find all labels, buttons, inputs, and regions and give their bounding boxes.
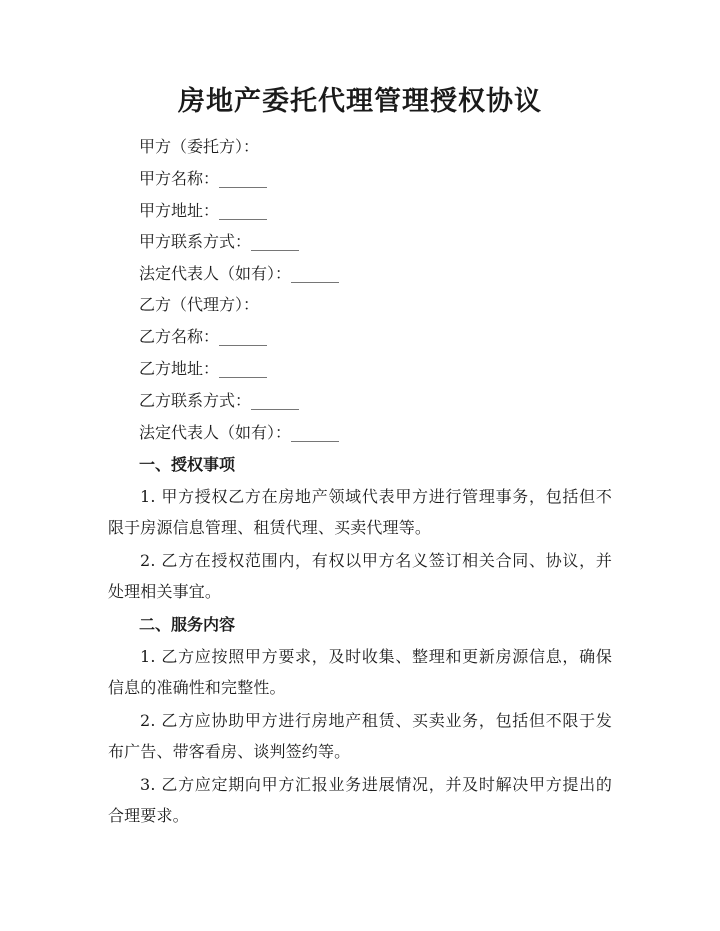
party-a-address: 甲方地址：______ (139, 201, 268, 220)
section-1-paragraph-2: 2. 乙方在授权范围内，有权以甲方名义签订相关合同、协议，并处理相关事宜。 (108, 551, 612, 601)
party-a-contact: 甲方联系方式：______ (139, 232, 300, 251)
party-b-legal-rep: 法定代表人（如有）：______ (139, 423, 340, 442)
party-a-name: 甲方名称：______ (139, 169, 268, 188)
document-title: 房地产委托代理管理授权协议 (178, 86, 542, 117)
section-2-paragraph-1: 1. 乙方应按照甲方要求，及时收集、整理和更新房源信息，确保信息的准确性和完整性。 (108, 647, 612, 697)
party-b-address: 乙方地址：______ (139, 359, 268, 378)
party-a-legal-rep: 法定代表人（如有）：______ (139, 264, 340, 283)
party-b-heading: 乙方（代理方）： (139, 295, 260, 314)
section-heading-services: 二、服务内容 (139, 615, 236, 634)
section-2-paragraph-3: 3. 乙方应定期向甲方汇报业务进展情况，并及时解决甲方提出的合理要求。 (108, 775, 612, 825)
section-2-paragraph-2: 2. 乙方应协助甲方进行房地产租赁、买卖业务，包括但不限于发布广告、带客看房、谈判签约等。 (108, 711, 612, 761)
party-b-name: 乙方名称：______ (139, 327, 268, 346)
section-1-paragraph-1: 1. 甲方授权乙方在房地产领域代表甲方进行管理事务，包括但不限于房源信息管理、租赁代理、买卖代理等。 (108, 487, 612, 537)
party-a-heading: 甲方（委托方）： (139, 137, 260, 156)
party-b-contact: 乙方联系方式：______ (139, 391, 300, 410)
section-heading-authorization: 一、授权事项 (139, 455, 236, 474)
